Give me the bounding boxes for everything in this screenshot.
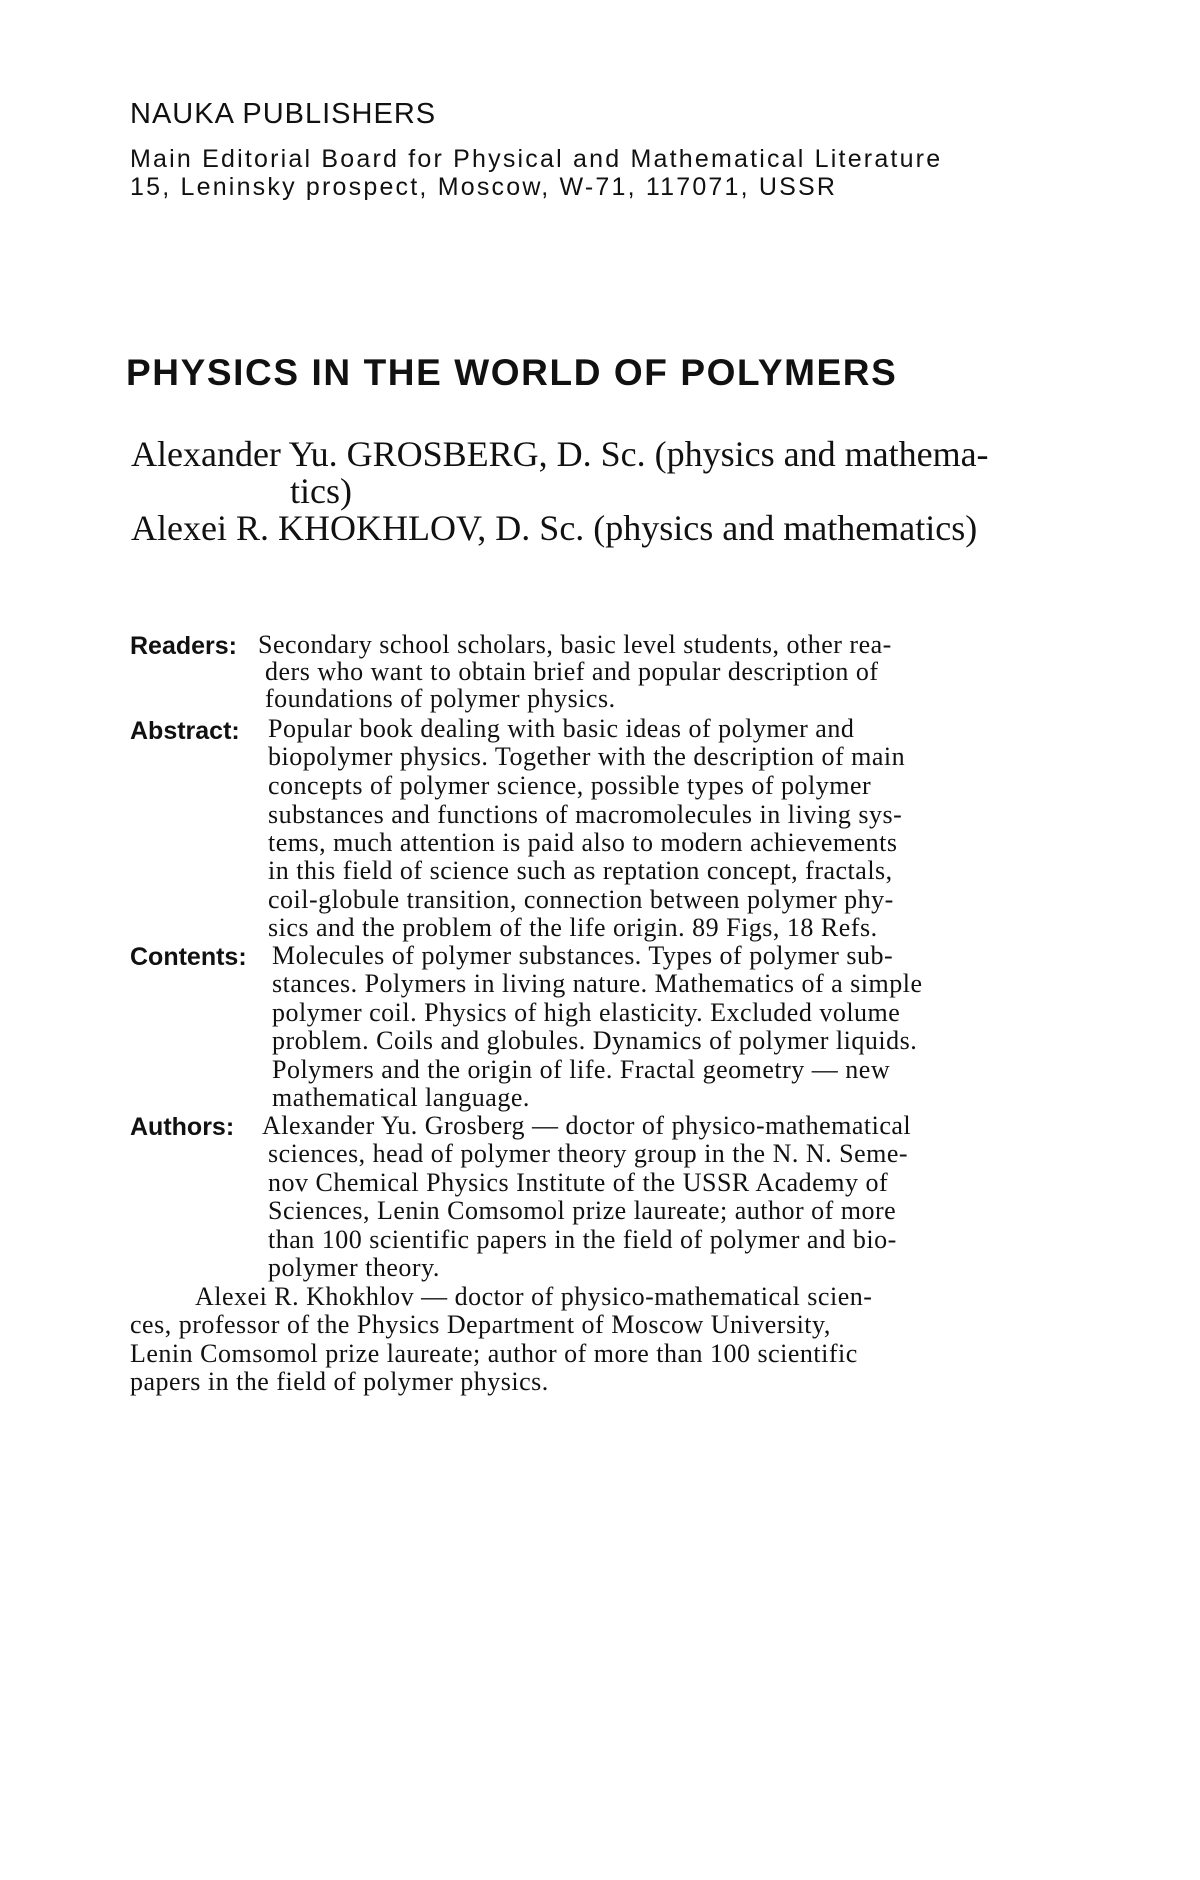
authors-line: sciences, head of polymer theory group in the N. N. Seme- <box>268 1139 909 1168</box>
authors-line: than 100 scientific papers in the field of polymer and bio- <box>268 1225 897 1254</box>
contents-line: Molecules of polymer substances. Types of polymer sub- <box>272 941 894 970</box>
readers-line: ders who want to obtain brief and popular description of <box>265 657 879 686</box>
abstract-line: tems, much attention is paid also to modern achievements <box>268 828 898 857</box>
authors-label: Authors: <box>130 1113 235 1141</box>
contents-line: Polymers and the origin of life. Fractal geometry — new <box>272 1055 891 1084</box>
abstract-line: sics and the problem of the life origin. 89 Figs, 18 Refs. <box>268 913 878 942</box>
second-author-line: Alexei R. Khokhlov — doctor of physico-mathematical scien- <box>195 1282 873 1311</box>
contents-line: mathematical language. <box>272 1083 530 1112</box>
abstract-line: substances and functions of macromolecules in living sys- <box>268 800 903 829</box>
readers-line: Secondary school scholars, basic level students, other rea- <box>258 630 892 659</box>
abstract-line: in this field of science such as reptation concept, fractals, <box>268 856 893 885</box>
abstract-line: Popular book dealing with basic ideas of polymer and <box>268 714 855 743</box>
abstract-label: Abstract: <box>130 717 240 745</box>
second-author-line: Lenin Comsomol prize laureate; author of more than 100 scientific <box>130 1339 858 1368</box>
contents-line: problem. Coils and globules. Dynamics of polymer liquids. <box>272 1026 918 1055</box>
contents-line: stances. Polymers in living nature. Mathematics of a simple <box>272 969 923 998</box>
publisher-board: Main Editorial Board for Physical and Mathematical Literature <box>130 145 943 173</box>
book-title: PHYSICS IN THE WORLD OF POLYMERS <box>126 352 898 393</box>
second-author-line: ces, professor of the Physics Department of Moscow University, <box>130 1310 831 1339</box>
author-1-line-2: tics) <box>290 471 352 511</box>
abstract-line: biopolymer physics. Together with the description of main <box>268 742 906 771</box>
readers-label: Readers: <box>130 632 237 660</box>
publisher-address: 15, Leninsky prospect, Moscow, W-71, 117071, USSR <box>130 173 838 201</box>
authors-line: Sciences, Lenin Comsomol prize laureate; author of more <box>268 1196 897 1225</box>
author-1-line-1: Alexander Yu. GROSBERG, D. Sc. (physics and mathema- <box>131 434 989 474</box>
contents-line: polymer coil. Physics of high elasticity. Excluded volume <box>272 998 901 1027</box>
authors-line: polymer theory. <box>268 1253 440 1282</box>
authors-line: Alexander Yu. Grosberg — doctor of physico-mathematical <box>262 1111 912 1140</box>
publisher-name: NAUKA PUBLISHERS <box>130 98 437 130</box>
abstract-line: concepts of polymer science, possible types of polymer <box>268 771 872 800</box>
abstract-line: coil-globule transition, connection between polymer phy- <box>268 885 894 914</box>
contents-label: Contents: <box>130 943 247 971</box>
second-author-line: papers in the field of polymer physics. <box>130 1367 549 1396</box>
readers-line: foundations of polymer physics. <box>265 684 616 713</box>
author-2: Alexei R. KHOKHLOV, D. Sc. (physics and mathematics) <box>131 508 978 548</box>
authors-line: nov Chemical Physics Institute of the USSR Academy of <box>268 1168 889 1197</box>
